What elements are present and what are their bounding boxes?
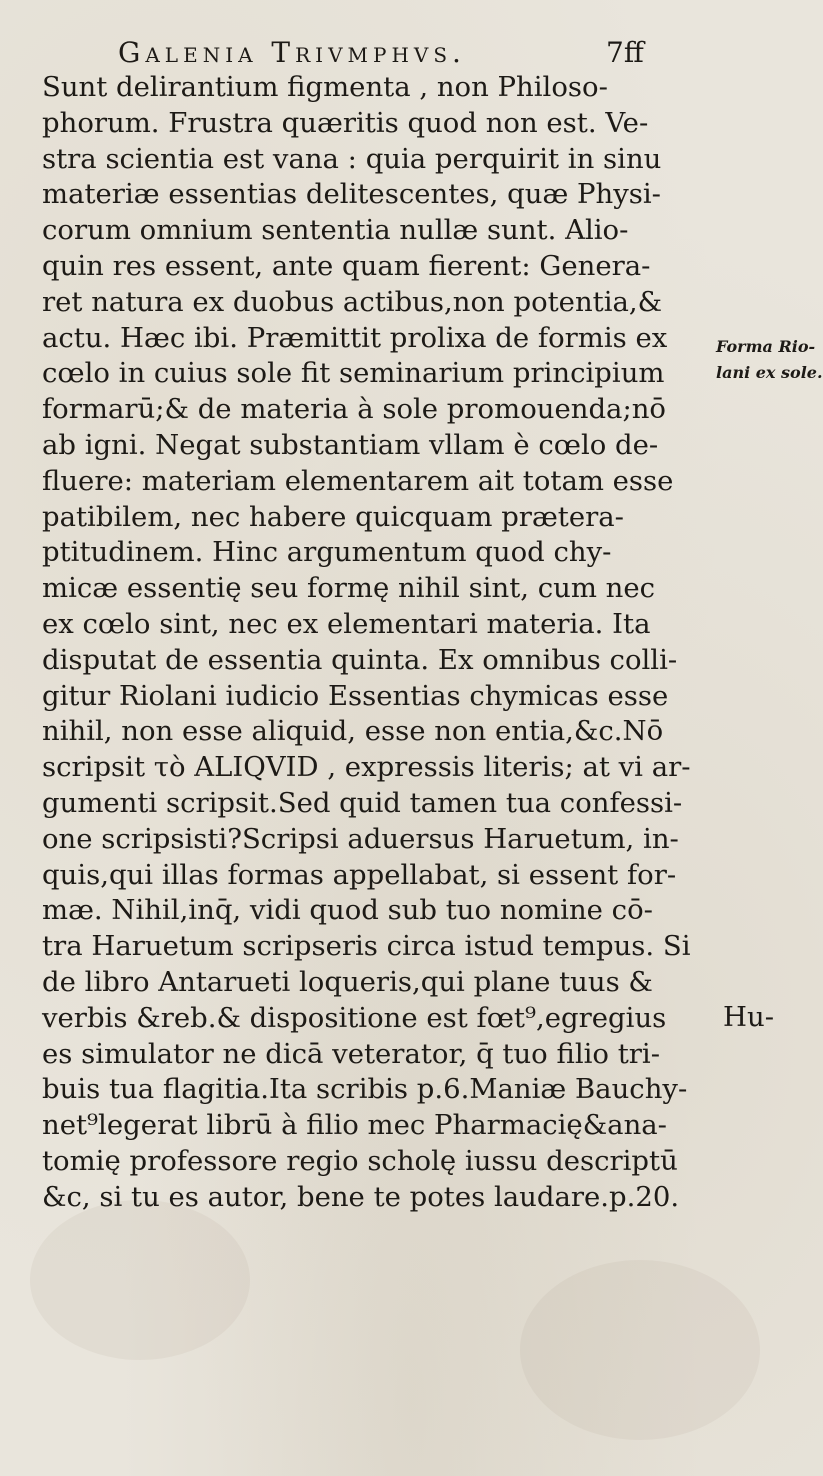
catchword: Hu- (723, 1001, 774, 1033)
text-line: phorum. Frustra quæritis quod non est. Ve- (42, 106, 649, 139)
text-line: tomię professore regio scholę iussu descriptū (42, 1144, 678, 1177)
text-line: actu. Hæc ibi. Præmittit prolixa de formis ex (42, 321, 668, 354)
catchword-container (42, 1000, 774, 1036)
paper-stain (30, 1200, 250, 1360)
text-line: materiæ essentias delitescentes, quæ Physi- (42, 178, 661, 211)
running-head: Galenia Trivmphvs. (118, 36, 466, 69)
text-line: es simulator ne dicā veterator, q̄ tuo filio tri- (42, 1037, 660, 1070)
text-line: mæ. Nihil,inq̄, vidi quod sub tuo nomine cō- (42, 894, 653, 927)
text-line: nihil, non esse aliquid, esse non entia,&c.Nō (42, 715, 664, 748)
text-line: de libro Antarueti loqueris,qui plane tuus & (42, 965, 653, 998)
text-line: quin res essent, ante quam fierent: Genera- (42, 249, 651, 282)
text-line: verbis &reb.& dispositione est fœt⁹,egregius (42, 1001, 667, 1034)
text-line: Sunt delirantium figmenta , non Philoso- (42, 71, 608, 103)
body-text (42, 70, 742, 1216)
text-line: &c, si tu es autor, bene te potes laudare.p.20. (42, 1180, 680, 1213)
text-line: net⁹legerat librū à filio mec Pharmacię&ana- (42, 1109, 667, 1142)
text-line: stra scientia est vana : quia perquirit in sinu (42, 142, 662, 175)
text-line: gitur Riolani iudicio Essentias chymicas esse (42, 679, 669, 712)
text-line: buis tua flagitia.Ita scribis p.6.Maniæ Bauchy- (42, 1073, 688, 1106)
paper-stain (520, 1260, 760, 1440)
text-line: one scripsisti?Scripsi aduersus Haruetum, in- (42, 822, 679, 855)
text-line: ret natura ex duobus actibus,non potentia,& (42, 285, 663, 318)
margin-note-line: Forma Rio- (716, 337, 816, 356)
text-line: tra Haruetum scripseris circa istud tempus. Si (42, 930, 691, 963)
text-line: scripsit τὸ ALIQVID , expressis literis; at vi ar- (42, 751, 691, 784)
text-line: corum omnium sententia nullæ sunt. Alio- (42, 214, 629, 247)
text-line: disputat de essentia quinta. Ex omnibus colli- (42, 643, 678, 676)
text-line: cœlo in cuius sole fit seminarium principium (42, 357, 665, 390)
text-line: micæ essentię seu formę nihil sint, cum nec (42, 572, 656, 605)
text-line: gumenti scripsit.Sed quid tamen tua confessi- (42, 786, 683, 819)
text-line: patibilem, nec habere quicquam prætera- (42, 500, 624, 533)
text-line: ab igni. Negat substantiam vllam è cœlo de- (42, 428, 659, 461)
margin-note (716, 334, 823, 386)
margin-note-line: lani ex sole. (716, 363, 823, 382)
page-number: 7ff (606, 36, 644, 69)
text-line: ex cœlo sint, nec ex elementari materia. Ita (42, 607, 651, 640)
text-line: quis,qui illas formas appellabat, si essent for- (42, 858, 677, 891)
text-line: ptitudinem. Hinc argumentum quod chy- (42, 536, 612, 569)
text-line: formarū;& de materia à sole promouenda;nō (42, 393, 666, 426)
text-line: fluere: materiam elementarem ait totam esse (42, 464, 674, 497)
